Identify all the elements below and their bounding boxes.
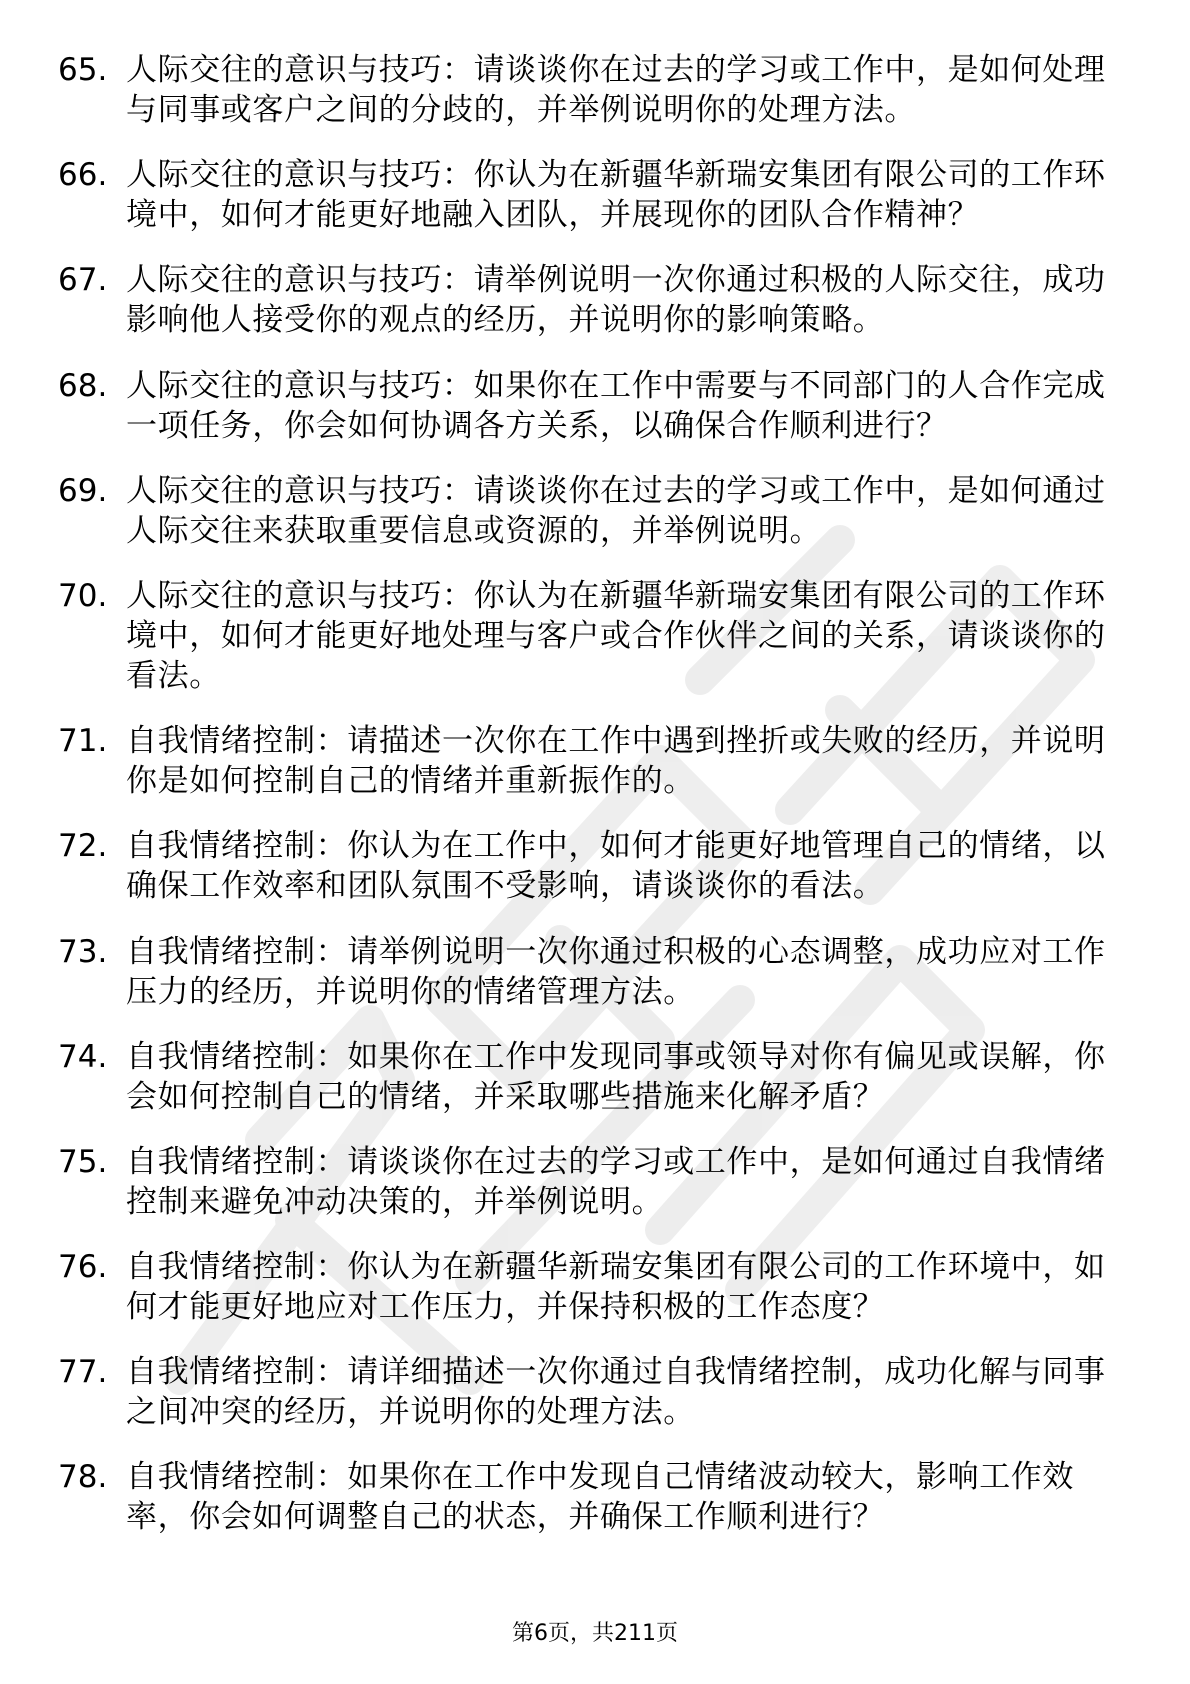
question-text: 自我情绪控制：你认为在新疆华新瑞安集团有限公司的工作环境中，如何才能更好地应对工作压力，并保持积极的工作态度？ bbox=[126, 1249, 1106, 1326]
question-item bbox=[58, 1352, 1118, 1432]
question-number: 70. bbox=[58, 577, 108, 614]
question-text: 自我情绪控制：请描述一次你在工作中遇到挫折或失败的经历，并说明你是如何控制自己的情绪并重新振作的。 bbox=[126, 723, 1106, 800]
question-number: 71. bbox=[58, 723, 108, 760]
question-item bbox=[58, 1247, 1118, 1327]
question-text: 人际交往的意识与技巧：你认为在新疆华新瑞安集团有限公司的工作环境中，如何才能更好地处理与客户或合作伙伴之间的关系，请谈谈你的看法。 bbox=[126, 577, 1106, 694]
question-text: 人际交往的意识与技巧：你认为在新疆华新瑞安集团有限公司的工作环境中，如何才能更好地融入团队，并展现你的团队合作精神？ bbox=[126, 157, 1106, 234]
question-item bbox=[58, 721, 1118, 801]
question-number: 72. bbox=[58, 828, 108, 865]
question-text: 自我情绪控制：如果你在工作中发现同事或领导对你有偏见或误解，你会如何控制自己的情绪，并采取哪些措施来化解矛盾？ bbox=[126, 1038, 1106, 1115]
question-number: 77. bbox=[58, 1354, 108, 1391]
question-number: 76. bbox=[58, 1249, 108, 1286]
question-item bbox=[58, 932, 1118, 1012]
question-item bbox=[58, 366, 1118, 446]
question-item bbox=[58, 471, 1118, 551]
question-text: 自我情绪控制：请详细描述一次你通过自我情绪控制，成功化解与同事之间冲突的经历，并说明你的处理方法。 bbox=[126, 1354, 1106, 1431]
question-item bbox=[58, 826, 1118, 906]
question-number: 73. bbox=[58, 933, 108, 970]
question-item bbox=[58, 1457, 1118, 1537]
question-number: 68. bbox=[58, 367, 108, 404]
question-item bbox=[58, 50, 1118, 130]
question-number: 66. bbox=[58, 157, 108, 194]
question-number: 69. bbox=[58, 472, 108, 509]
question-text: 人际交往的意识与技巧：请举例说明一次你通过积极的人际交往，成功影响他人接受你的观点的经历，并说明你的影响策略。 bbox=[126, 262, 1106, 339]
question-item bbox=[58, 155, 1118, 235]
question-text: 人际交往的意识与技巧：请谈谈你在过去的学习或工作中，是如何通过人际交往来获取重要信息或资源的，并举例说明。 bbox=[126, 472, 1106, 549]
question-number: 67. bbox=[58, 262, 108, 299]
question-text: 人际交往的意识与技巧：如果你在工作中需要与不同部门的人合作完成一项任务，你会如何协调各方关系，以确保合作顺利进行？ bbox=[126, 367, 1106, 444]
question-item bbox=[58, 1037, 1118, 1117]
question-number: 65. bbox=[58, 52, 108, 88]
question-text: 自我情绪控制：请谈谈你在过去的学习或工作中，是如何通过自我情绪控制来避免冲动决策的，并举例说明。 bbox=[126, 1143, 1106, 1220]
question-list bbox=[58, 50, 1118, 1563]
question-number: 74. bbox=[58, 1038, 108, 1075]
question-number: 75. bbox=[58, 1143, 108, 1180]
question-text: 自我情绪控制：如果你在工作中发现自己情绪波动较大，影响工作效率，你会如何调整自己的状态，并确保工作顺利进行？ bbox=[126, 1459, 1074, 1536]
question-item bbox=[58, 576, 1118, 696]
question-item bbox=[58, 1142, 1118, 1222]
question-text: 自我情绪控制：你认为在工作中，如何才能更好地管理自己的情绪，以确保工作效率和团队氛围不受影响，请谈谈你的看法。 bbox=[126, 828, 1106, 905]
question-text: 自我情绪控制：请举例说明一次你通过积极的心态调整，成功应对工作压力的经历，并说明你的情绪管理方法。 bbox=[126, 933, 1106, 1010]
question-text: 人际交往的意识与技巧：请谈谈你在过去的学习或工作中，是如何处理与同事或客户之间的分歧的，并举例说明你的处理方法。 bbox=[126, 52, 1106, 128]
question-number: 78. bbox=[58, 1459, 108, 1496]
question-item bbox=[58, 260, 1118, 340]
page-number: 第6页，共211页 bbox=[512, 1621, 678, 1646]
